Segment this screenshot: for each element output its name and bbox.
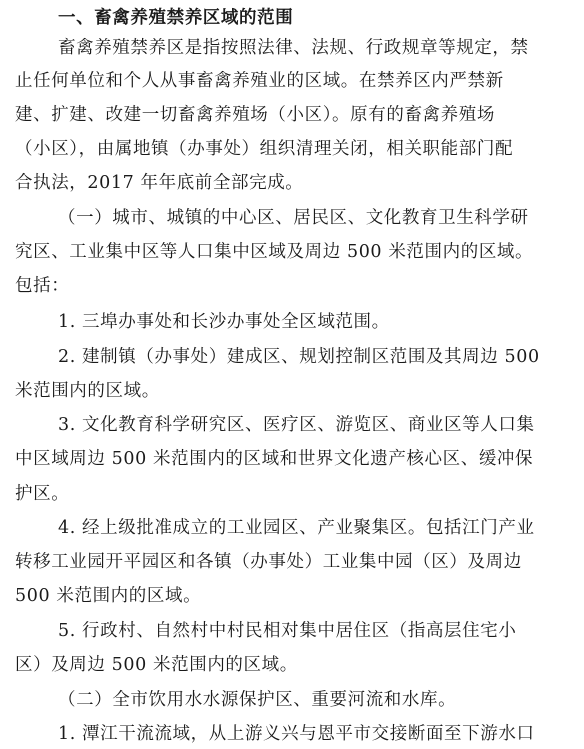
- paragraph-line: 500 米范围内的区域。: [15, 586, 202, 606]
- paragraph-line: （二）全市饮用水水源保护区、重要河流和水库。: [58, 690, 457, 710]
- paragraph-line: 合执法，2017 年年底前全部完成。: [15, 173, 304, 193]
- paragraph-line: （一）城市、城镇的中心区、居民区、文化教育卫生科学研: [58, 208, 529, 228]
- paragraph-line: 止任何单位和个人从事畜禽养殖业的区域。在禁养区内严禁新: [15, 71, 504, 91]
- paragraph-line: 转移工业园开平园区和各镇（办事处）工业集中园（区）及周边: [15, 552, 522, 572]
- paragraph-line: 护区。: [15, 484, 70, 504]
- paragraph-line: 1. 潭江干流流域，从上游义兴与恩平市交接断面至下游水口: [58, 724, 535, 744]
- paragraph-line: 中区域周边 500 米范围内的区域和世界文化遗产核心区、缓冲保: [15, 449, 534, 469]
- paragraph-line: 3. 文化教育科学研究区、医疗区、游览区、商业区等人口集: [58, 415, 535, 435]
- paragraph-line: 2. 建制镇（办事处）建成区、规划控制区范围及其周边 500: [58, 347, 540, 367]
- paragraph-line: 5. 行政村、自然村中村民相对集中居住区（指高层住宅小: [58, 621, 517, 641]
- paragraph-line: 建、扩建、改建一切畜禽养殖场（小区）。原有的畜禽养殖场: [15, 105, 495, 125]
- paragraph-line: 包括：: [15, 276, 70, 296]
- paragraph-line: 米范围内的区域。: [15, 381, 160, 401]
- paragraph-line: 1. 三埠办事处和长沙办事处全区域范围。: [58, 312, 390, 332]
- paragraph-line: 4. 经上级批准成立的工业园区、产业聚集区。包括江门产业: [58, 518, 535, 538]
- paragraph-line: 究区、工业集中区等人口集中区域及周边 500 米范围内的区域。: [15, 242, 534, 262]
- section-heading: 一、畜禽养殖禁养区域的范围: [58, 8, 294, 28]
- paragraph-line: （小区），由属地镇（办事处）组织清理关闭，相关职能部门配: [15, 139, 514, 159]
- paragraph-line: 区）及周边 500 米范围内的区域。: [15, 655, 298, 675]
- paragraph-line: 畜禽养殖禁养区是指按照法律、法规、行政规章等规定，禁: [58, 38, 529, 58]
